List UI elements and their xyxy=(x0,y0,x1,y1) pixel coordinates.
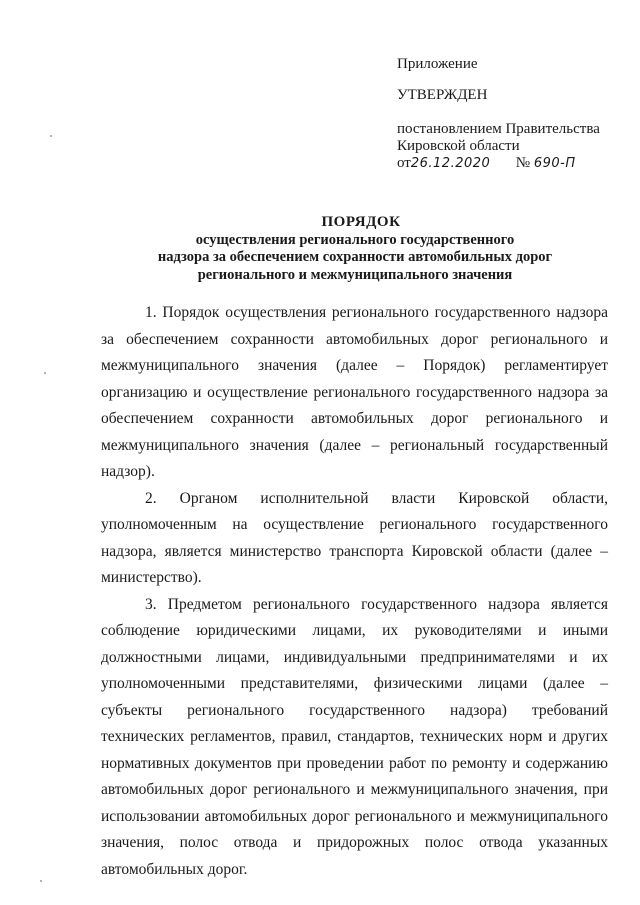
paragraph-2: 2. Органом исполнительной власти Кировской области, уполномоченным на осуществление регионального государственного надзора, является министерство транспорта Кировской области (далее – министерство). xyxy=(101,489,608,586)
title-line-3: регионального и межмуниципального значения xyxy=(197,266,513,283)
approval-stamp-block xyxy=(397,56,632,175)
appendix-label: Приложение xyxy=(397,56,478,72)
scan-speck xyxy=(44,372,46,374)
paragraph-1: 1. Порядок осуществления регионального государственного надзора за обеспечением сохранности автомобильных дорог регионального и межмуниципального значения (далее – Порядок) регламентирует организацию и осуществление регионального государственного надзора за обеспечением сохранности автомобильных дорог регионального и межмуниципального значения (далее – региональный государственный надзор). xyxy=(101,304,608,480)
handwritten-date: 26.12.2020 xyxy=(410,156,491,171)
handwritten-number: 690-П xyxy=(533,156,576,171)
approved-label: УТВЕРЖДЕН xyxy=(397,87,488,103)
document-body xyxy=(101,300,608,883)
document-title: ПОРЯДОК xyxy=(321,214,401,230)
document-title-block xyxy=(100,214,610,284)
title-line-2: надзора за обеспечением сохранности автомобильных дорог xyxy=(157,249,553,265)
scan-speck xyxy=(50,135,52,137)
paragraph-3: 3. Предметом регионального государственного надзора является соблюдение юридическими лицами, их руководителями и иными должностными лицами, индивидуальными предпринимателями и их уполномоченными представителями, физическими лицами (далее – субъекты регионального государственного надзора) требований технических регламентов, правил, стандартов, технических норм и других нормативных документов при проведении работ по ремонту и содержанию автомобильных дорог регионального и межмуниципального значения, при использовании автомобильных дорог регионального и межмуниципального значения, полос отвода и придорожных полос отвода указанных автомобильных дорог. xyxy=(101,595,608,878)
title-line-1: осуществления регионального государственного xyxy=(195,231,515,248)
date-prefix: от xyxy=(397,155,411,171)
number-prefix: № xyxy=(515,155,531,171)
scan-speck xyxy=(40,880,42,882)
date-number-row xyxy=(397,155,632,175)
resolution-line-1: постановлением Правительства xyxy=(397,121,600,137)
resolution-line-2: Кировской области xyxy=(397,138,520,154)
